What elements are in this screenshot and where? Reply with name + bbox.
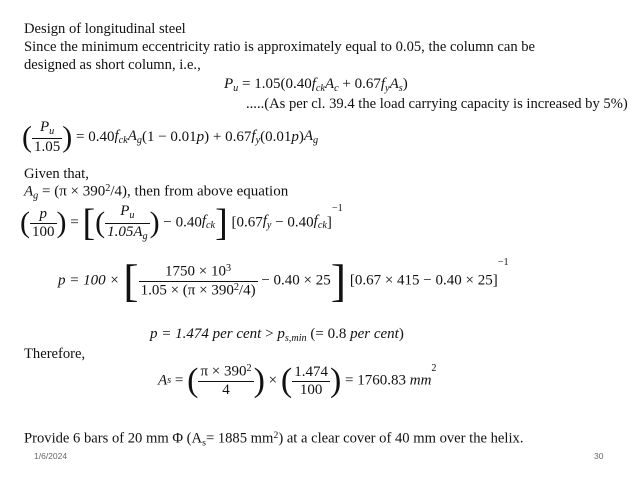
eq1-fy-sub: y <box>385 83 390 95</box>
provide-line <box>24 431 523 448</box>
paragraph-line-1: Since the minimum eccentricity ratio is approximately equal to 0.05, the column can be <box>24 39 536 55</box>
eq1-as: A <box>389 76 399 92</box>
eq7-fraction-2 <box>292 365 330 398</box>
eq4-inner-paren-left: ( <box>95 206 106 239</box>
eq4-pu-sub: u <box>129 210 135 222</box>
eq7-result: = 1760.83 <box>345 372 410 389</box>
eq6-text1: p = 1.474 <box>150 326 213 342</box>
eq5-den: 1.05 × (π × 390 <box>140 282 234 299</box>
eq5-num-sup: 3 <box>226 262 232 274</box>
eq4-fraction-1 <box>30 207 57 240</box>
eq5-tail: [0.67 × 415 − 0.40 × 25] <box>349 272 498 289</box>
equation-ag <box>24 184 288 202</box>
eq4-fck: $f_{ck}$ <box>201 213 216 232</box>
heading: Design of longitudinal steel <box>24 21 186 37</box>
eq4-exp: −1 <box>331 203 343 214</box>
eq7-paren1-right: ) <box>253 362 265 399</box>
given-that: Given that, <box>24 166 89 182</box>
eq4-mid: − 0.40 <box>163 214 202 231</box>
eq7-num1: π × 390 <box>200 363 247 380</box>
eq1-fck: f <box>311 76 316 92</box>
eq3-lhs-sub: g <box>33 190 39 202</box>
eq6-text2: per cent <box>212 326 262 342</box>
eq2-rhs2: (1 − 0.01 <box>141 129 197 146</box>
equation-pu-over-105 <box>22 120 318 155</box>
eq5-lhs: p = 100 × <box>58 272 120 289</box>
equation-pu <box>224 77 408 94</box>
eq1-close: ) <box>402 76 408 92</box>
paragraph-line-2: designed as short column, i.e., <box>24 57 201 73</box>
eq2-rhs4: (0.01 <box>260 129 292 146</box>
eq6-text5: (= 0.8 <box>306 326 351 342</box>
eq5-den-sup: 2 <box>233 281 239 293</box>
eq4-pu: P <box>120 203 130 220</box>
eq7-fraction-1 <box>198 364 253 398</box>
equation-p-result <box>150 327 404 344</box>
eq4-den2-sub: g <box>142 230 148 242</box>
eq3-rhs2: /4), then from above equation <box>110 183 289 200</box>
eq1-ac-sub: c <box>334 83 339 95</box>
provide-pre: Provide 6 bars of 20 mm Φ (A <box>24 430 203 447</box>
eq5-mid: − 0.40 × 25 <box>261 272 331 289</box>
eq6-sub: s,min <box>284 333 307 345</box>
eq1-fck-sub: ck <box>315 83 325 95</box>
eq2-paren-left: ( <box>22 120 32 154</box>
eq2-frac-num-sub: u <box>49 126 55 138</box>
eq1-lhs-sub: u <box>233 83 239 95</box>
eq5-fraction <box>139 264 258 298</box>
eq4-den2: 1.05A <box>107 223 143 240</box>
eq2-frac-den: 1.05 <box>34 139 61 156</box>
eq2-frac-num: P <box>39 119 50 135</box>
eq4-fy: $f_y$ <box>262 213 272 232</box>
eq5-bracket-left: [ <box>123 255 139 306</box>
eq2-rhs3: ) + 0.67 <box>204 129 252 146</box>
eq4-close: ] <box>326 214 332 231</box>
eq5-den-end: /4) <box>238 282 256 299</box>
equation-p-numeric <box>58 255 509 308</box>
eq7-lhs-sub: s <box>167 374 172 386</box>
eq7-num1-sup: 2 <box>246 363 252 375</box>
eq2-fraction <box>32 120 62 155</box>
eq1-fy: f <box>380 76 386 92</box>
eq1-plus: + 0.67 <box>338 76 381 92</box>
eq4-minus: − 0.40 <box>271 214 314 231</box>
eq4-den1: 100 <box>32 223 55 240</box>
eq4-equals: = <box>70 214 79 231</box>
eq7-paren2-left: ( <box>280 362 293 399</box>
eq1-rhs-a: = 1.05(0.40 <box>242 76 312 92</box>
eq7-paren1-left: ( <box>187 362 199 399</box>
eq4-p: p <box>39 205 47 222</box>
eq7-paren2-right: ) <box>329 362 342 399</box>
eq7-unit: mm <box>409 372 432 389</box>
eq3-lhs: A <box>24 183 34 200</box>
eq2-ag: $A_g$ <box>303 128 319 147</box>
eq6-text7: ) <box>398 326 404 342</box>
eq1-ac: A <box>324 76 335 92</box>
eq4-bracket-left: [ <box>82 202 96 244</box>
eq7-eq: = <box>174 372 184 389</box>
eq2-rhs5: ) <box>298 129 304 146</box>
eq4-paren-right: ) <box>56 206 67 239</box>
eq1-as-sub: s <box>398 83 403 95</box>
eq6-text6: per cent <box>350 326 399 342</box>
eq7-num2: 1.474 <box>294 363 328 380</box>
eq5-bracket-right: ] <box>330 255 347 306</box>
provide-mid: = 1885 mm <box>205 430 274 447</box>
eq5-exp: −1 <box>497 257 509 268</box>
footer-page-number: 30 <box>594 451 604 461</box>
eq4-inner-paren-right: ) <box>149 206 160 239</box>
eq2-fy: $f_y$ <box>251 128 261 147</box>
eq1-lhs: P <box>224 76 234 92</box>
eq2-p2: p <box>291 129 299 146</box>
eq2-fck: $f_{ck}A_g$ <box>114 128 142 147</box>
eq4-bracket-right: ] <box>215 202 228 244</box>
eq7-lhs: A <box>158 372 168 389</box>
eq6-text4: p <box>277 326 285 342</box>
eq2-p1: p <box>196 129 205 146</box>
therefore: Therefore, <box>24 346 86 362</box>
equation-p-over-100 <box>20 204 343 248</box>
eq7-den1: 4 <box>198 381 253 398</box>
eq2-rhs: = 0.40 <box>76 129 115 146</box>
eq7-unit-sup: 2 <box>431 363 437 374</box>
eq2-paren-right: ) <box>62 120 73 154</box>
equation-as <box>158 364 437 410</box>
eq4-bracket2: [0.67 <box>231 214 263 231</box>
eq7-times: × <box>268 372 278 389</box>
eq3-rhs: = (π × 390 <box>38 183 106 200</box>
provide-sup: 2 <box>273 430 279 441</box>
eq4-fck2: $f_{ck}$ <box>313 213 327 232</box>
note-text: .....(As per cl. 39.4 the load carrying capacity is increased by 5%) <box>246 96 628 112</box>
provide-post: ) at a clear cover of 40 mm over the helix. <box>278 430 524 447</box>
footer-date: 1/6/2024 <box>34 451 68 461</box>
eq4-paren-left: ( <box>20 206 30 239</box>
eq4-fraction-2 <box>105 204 150 242</box>
provide-sub: s <box>202 437 206 449</box>
eq7-den2: 100 <box>292 381 330 398</box>
eq5-num: 1750 × 10 <box>165 263 227 280</box>
eq3-sup: 2 <box>105 183 111 194</box>
eq6-text3: > <box>261 326 278 342</box>
